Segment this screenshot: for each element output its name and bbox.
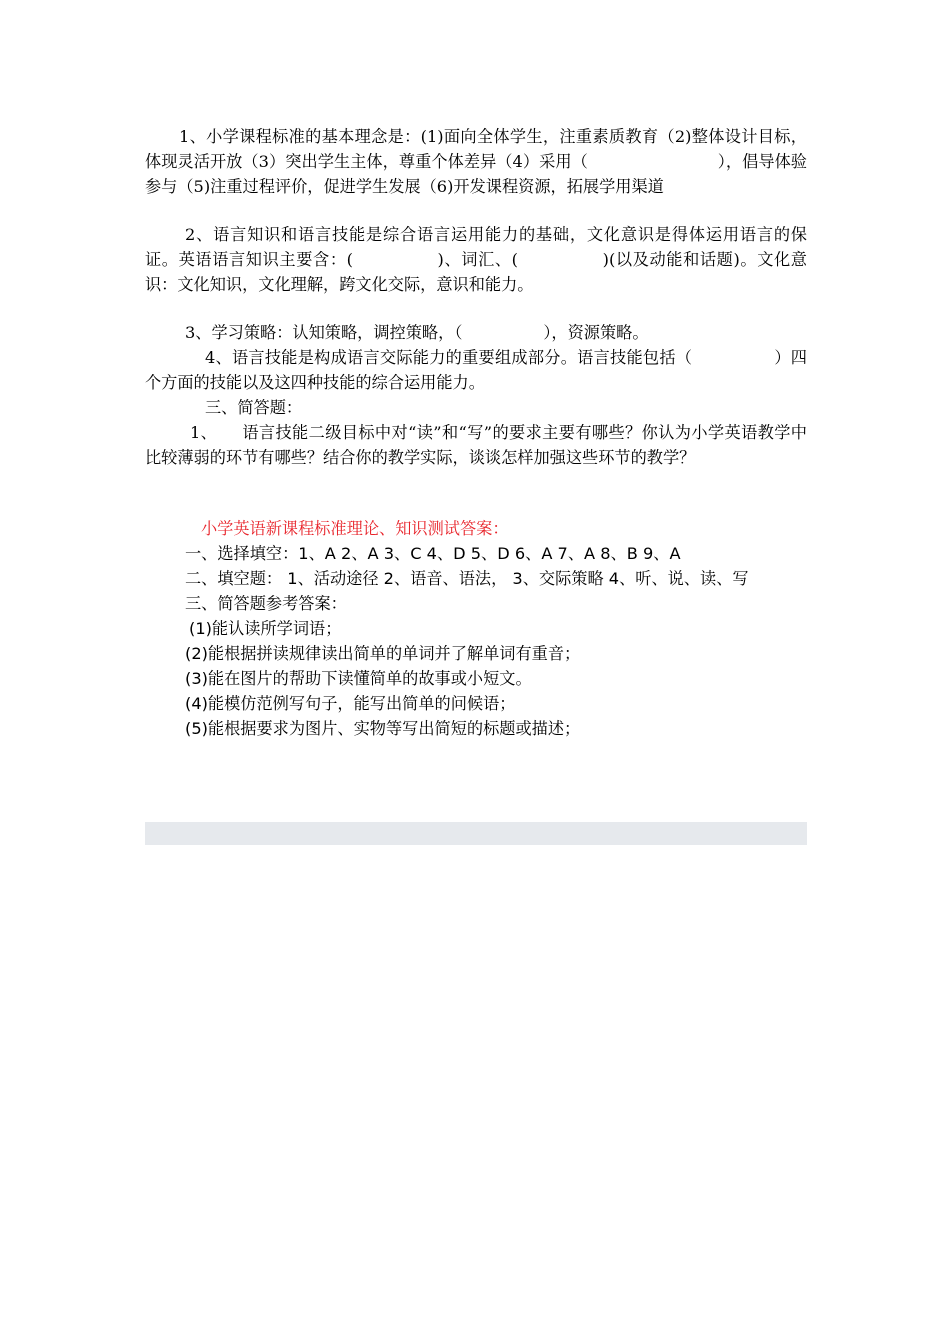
paragraph-gap	[145, 297, 807, 320]
answers-choice: 一、选择填空：1、A 2、A 3、C 4、D 5、D 6、A 7、A 8、B 9、A	[185, 544, 681, 563]
answer-item: (5)能根据要求为图片、实物等写出简短的标题或描述；	[185, 719, 581, 738]
grey-band	[145, 822, 807, 845]
answer-item: (2)能根据拼读规律读出简单的单词并了解单词有重音；	[185, 644, 581, 663]
answers-title: 小学英语新课程标准理论、知识测试答案：	[201, 519, 509, 538]
answer-item: (1)能认读所学词语；	[189, 619, 342, 638]
paragraph-gap	[145, 470, 807, 493]
answers-fill: 二、填空题： 1、活动途径 2、语音、语法， 3、交际策略 4、听、说、读、写	[185, 569, 749, 588]
question-paragraph-2: 2、语言知识和语言技能是综合语言运用能力的基础，文化意识是得体运用语言的保证。英语语言知识主要含：( )、词汇、( )(以及动能和话题)。文化意识：文化知识，文化理解，跨文化交际，意识和能力。	[145, 225, 807, 294]
answer-item: (3)能在图片的帮助下读懂简单的故事或小短文。	[185, 669, 532, 688]
answer-item: (4)能模仿范例写句子，能写出简单的问候语；	[185, 694, 516, 713]
question-paragraph-3: 3、学习策略：认知策略，调控策略，（ ），资源策略。	[185, 323, 649, 342]
short-answer-question-1: 1、 语言技能二级目标中对“读”和“写”的要求主要有哪些？你认为小学英语教学中比较薄弱的环节有哪些？结合你的教学实际，谈谈怎样加强这些环节的教学？	[145, 423, 807, 467]
document-body	[145, 124, 807, 741]
question-paragraph-4: 4、语言技能是构成语言交际能力的重要组成部分。语言技能包括（ ）四个方面的技能以及这四种技能的综合运用能力。	[145, 348, 807, 392]
paragraph-gap	[145, 199, 807, 222]
question-paragraph-1: 1、小学课程标准的基本理念是：(1)面向全体学生，注重素质教育（2)整体设计目标，体现灵活开放（3）突出学生主体，尊重个体差异（4）采用（ ），倡导体验参与（5)注重过程评价，促进学生发展（6)开发课程资源，拓展学用渠道	[145, 127, 807, 196]
paragraph-gap	[145, 493, 807, 516]
answers-short-title: 三、简答题参考答案：	[185, 594, 347, 613]
section-heading-short-answer: 三、简答题：	[205, 398, 303, 417]
